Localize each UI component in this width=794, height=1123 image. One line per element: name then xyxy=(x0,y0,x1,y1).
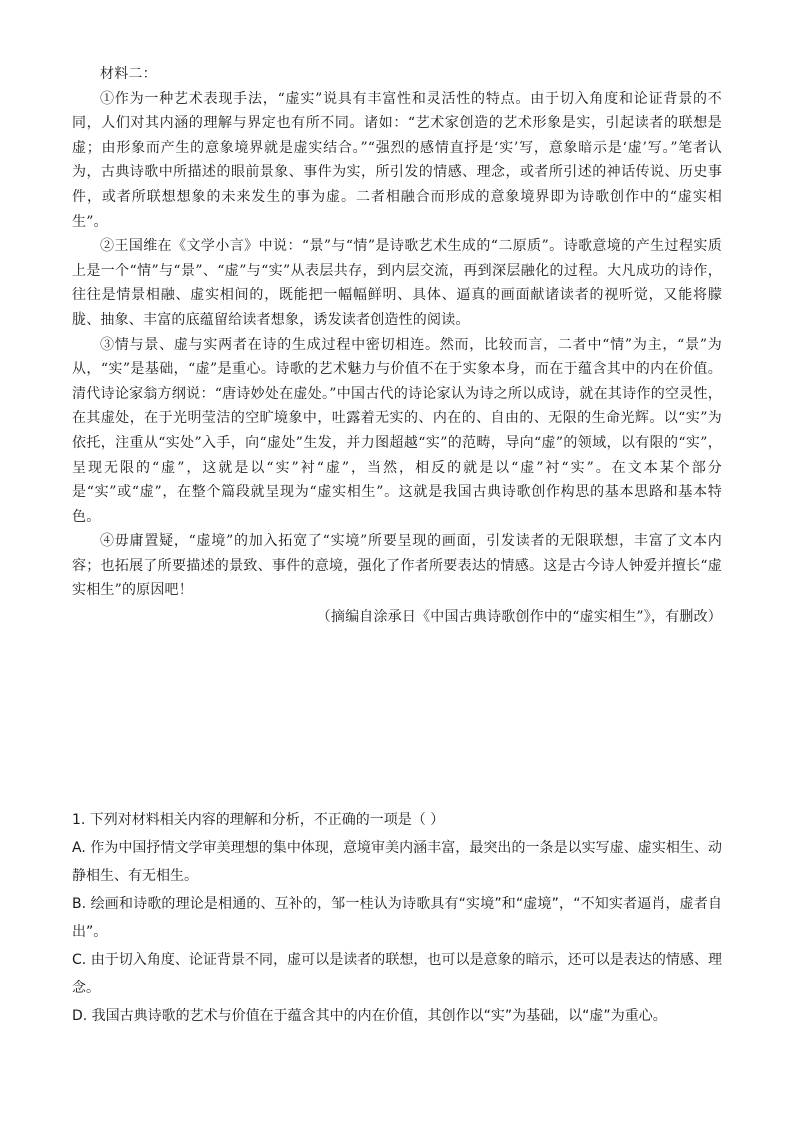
option-a: A. 作为中国抒情文学审美理想的集中体现，意境审美内涵丰富，最突出的一条是以实写虚、虚实相生、动静相生、有无相生。 xyxy=(72,840,722,884)
material-source-citation: （摘编自涂承日《中国古典诗歌创作中的“虚实相生”》，有删改） xyxy=(316,609,722,626)
question-section xyxy=(72,806,722,1030)
material-two-section xyxy=(72,62,722,630)
option-c: C. 由于切入角度、论证背景不同，虚可以是读者的联想，也可以是意象的暗示，还可以是表达的情感、理念。 xyxy=(72,952,722,996)
material-title: 材料二： xyxy=(100,66,157,82)
material-paragraph-4: ④毋庸置疑，“虚境”的加入拓宽了“实境”所要呈现的画面，引发读者的无限联想，丰富了文本内容；也拓展了所要描述的景致、事件的意境，强化了作者所要表达的情感。这是古今诗人钟爱并擅长“虚实相生”的原因吧！ xyxy=(72,533,722,599)
material-paragraph-3: ③情与景、虚与实两者在诗的生成过程中密切相连。然而，比较而言，二者中“情”为主，“景”为从，“实”是基础，“虚”是重心。诗歌的艺术魅力与价值不在于实象本身，而在于蕴含其中的内在价值。清代诗论家翁方纲说：“唐诗妙处在虚处。”中国古代的诗论家认为诗之所以成诗，就在其诗作的空灵性，在其虚处，在于光明莹洁的空旷境象中，吐露着无实的、内在的、自由的、无限的生命光辉。以“实”为依托，注重从“实处”入手，向“虚处”生发，并力图超越“实”的范畴，导向“虚”的领域，以有限的“实”，呈现无限的“虚”，这就是以“实”衬“虚”，当然，相反的就是以“虚”衬“实”。在文本某个部分是“实”或“虚”，在整个篇段就呈现为“虚实相生”。这就是我国古典诗歌创作构思的基本思路和基本特色。 xyxy=(72,336,722,525)
option-b: B. 绘画和诗歌的理论是相通的、互补的，邹一桂认为诗歌具有“实境”和“虚境”，“不知实者逼肖，虚者自出”。 xyxy=(72,896,722,940)
material-paragraph-2: ②王国维在《文学小言》中说：“景”与“情”是诗歌艺术生成的“二原质”。诗歌意境的产生过程实质上是一个“情”与“景”、“虚”与“实”从表层共存，到内层交流，再到深层融化的过程。大凡成功的诗作，往往是情景相融、虚实相间的，既能把一幅幅鲜明、具体、逼真的画面献诸读者的视听觉，又能将朦胧、抽象、丰富的底蕴留给读者想象，诱发读者创造性的阅读。 xyxy=(72,238,722,328)
option-d: D. 我国古典诗歌的艺术与价值在于蕴含其中的内在价值，其创作以“实”为基础，以“虚”为重心。 xyxy=(72,1008,667,1024)
question-stem: 1. 下列对材料相关内容的理解和分析，不正确的一项是（ ） xyxy=(72,812,445,828)
material-paragraph-1: ①作为一种艺术表现手法，“虚实”说具有丰富性和灵活性的特点。由于切入角度和论证背景的不同，人们对其内涵的理解与界定也有所不同。诸如：“艺术家创造的艺术形象是实，引起读者的联想是虚；由形象而产生的意象境界就是虚实结合。”“强烈的感情直抒是‘实’写，意象暗示是‘虚’写。”笔者认为，古典诗歌中所描述的眼前景象、事件为实，所引发的情感、理念，或者所引述的神话传说、历史事件，或者所联想想象的未来发生的事为虚。二者相融合而形成的意象境界即为诗歌创作中的“虚实相生”。 xyxy=(72,90,722,230)
